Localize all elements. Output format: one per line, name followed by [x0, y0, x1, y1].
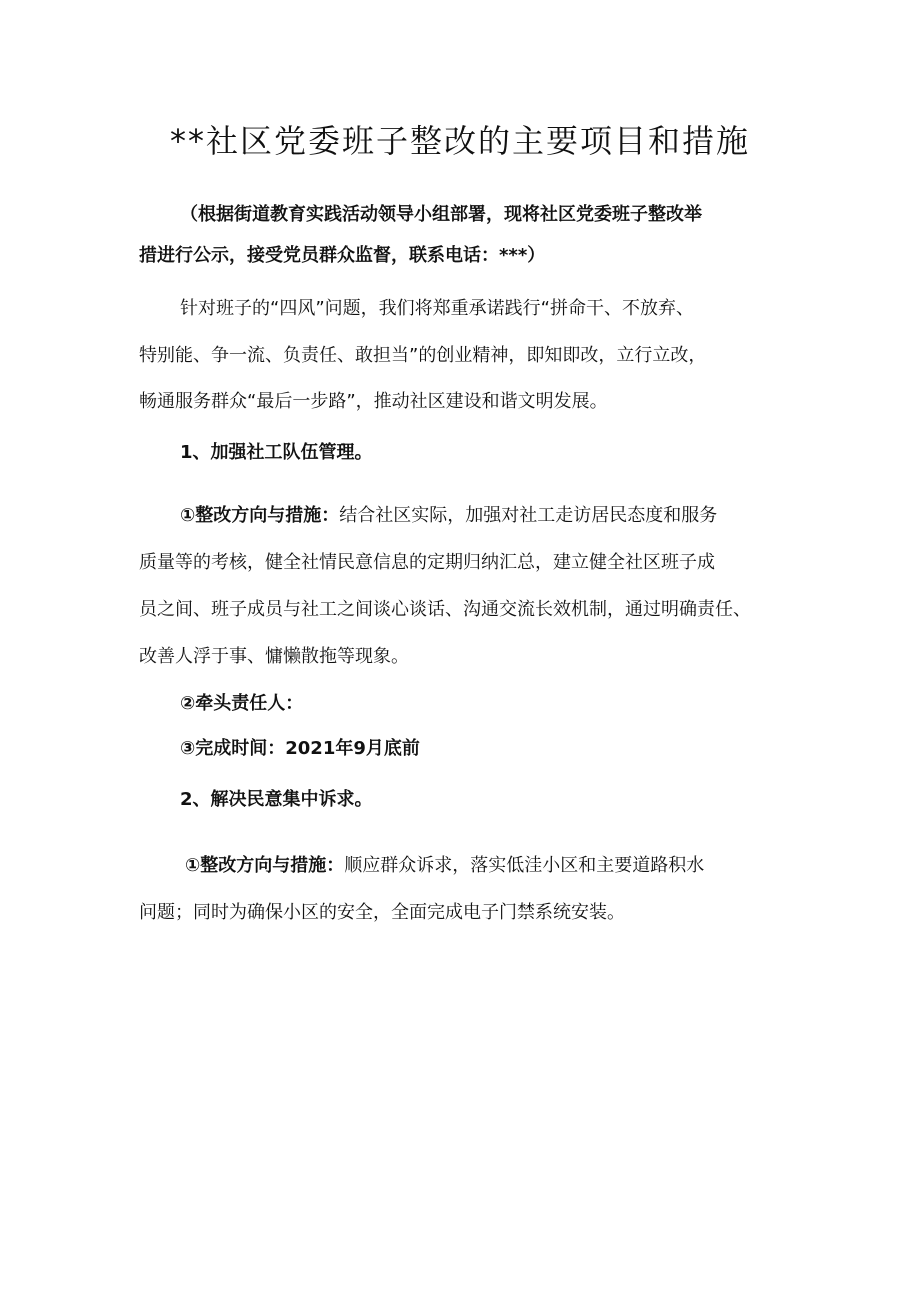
intro-line-2: 特别能、争一流、负责任、敢担当”的创业精神，即知即改，立行立改， [139, 345, 707, 366]
section1-heading: 1、加强社工队伍管理。 [180, 442, 373, 463]
section2-heading: 2、解决民意集中诉求。 [180, 789, 373, 810]
notice-line-2: 措进行公示，接受党员群众监督，联系电话：***） [139, 245, 546, 266]
document-title: **社区党委班子整改的主要项目和措施 [169, 122, 750, 160]
section1-deadline-line [180, 737, 420, 761]
section2-measures-line-1 [185, 854, 704, 878]
section1-deadline-label: ③完成时间： [180, 738, 286, 759]
intro-line-3: 畅通服务群众“最后一步路”，推动社区建设和谐文明发展。 [139, 391, 608, 412]
notice-line-1: （根据街道教育实践活动领导小组部署，现将社区党委班子整改举 [180, 204, 702, 225]
section2-measures-line-2: 问题；同时为确保小区的安全，全面完成电子门禁系统安装。 [139, 902, 625, 923]
intro-line-1: 针对班子的“四风”问题，我们将郑重承诺践行“拼命干、不放弃、 [180, 298, 694, 319]
section1-measures-label: ①整改方向与措施： [180, 505, 340, 526]
section1-deadline-value: 2021年9月底前 [285, 738, 420, 759]
section1-measures-line-4: 改善人浮于事、慵懒散拖等现象。 [139, 646, 409, 667]
section1-measures-text-1: 结合社区实际，加强对社工走访居民态度和服务 [339, 505, 718, 526]
section1-measures-line-3: 员之间、班子成员与社工之间谈心谈话、沟通交流长效机制，通过明确责任、 [139, 599, 751, 620]
section1-measures-line-2: 质量等的考核，健全社情民意信息的定期归纳汇总，建立健全社区班子成 [139, 552, 715, 573]
section2-measures-label: ①整改方向与措施： [185, 855, 345, 876]
section1-measures-line-1 [180, 504, 717, 528]
section1-responsible: ②牵头责任人： [180, 693, 304, 714]
section2-measures-text-1: 顺应群众诉求，落实低洼小区和主要道路积水 [344, 855, 705, 876]
